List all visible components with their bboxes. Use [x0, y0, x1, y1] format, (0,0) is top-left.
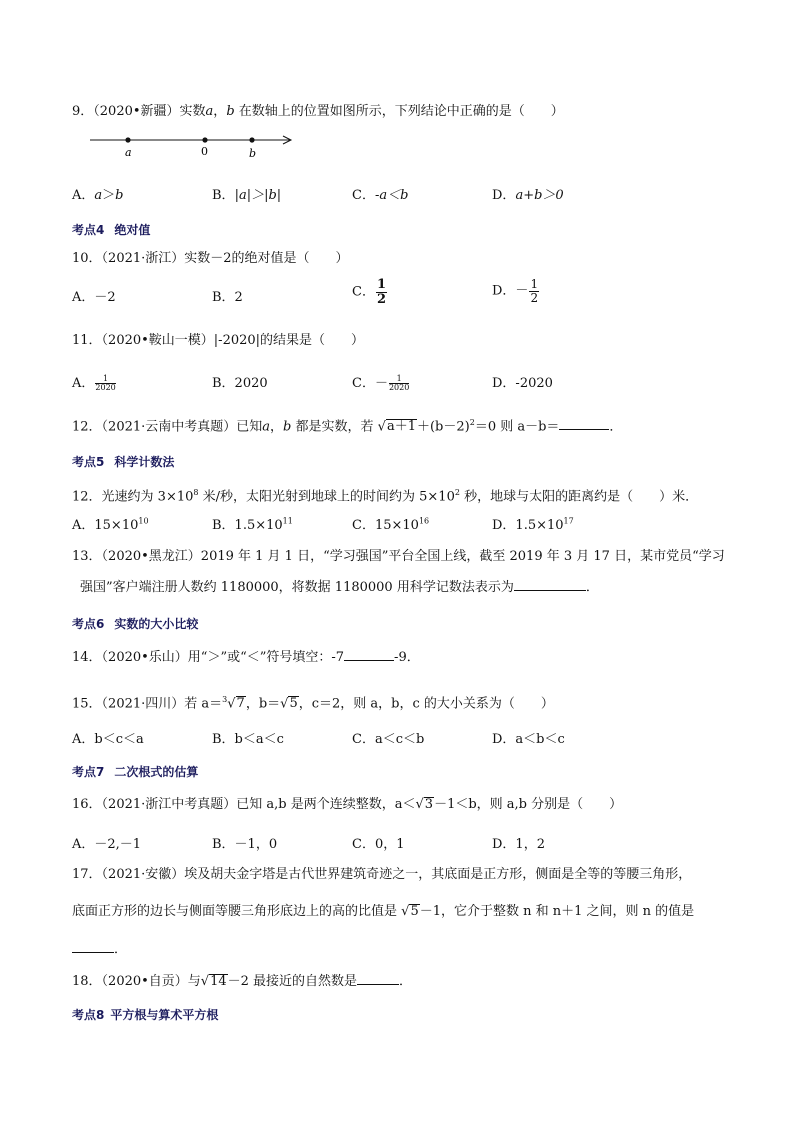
question-17-line3: ． [72, 940, 127, 959]
question-12b-stem: 12．光速约为 $3\times 10^8$ 米/秒，太阳光射到地球上的时间约为 $5\times 10^2$ 秒，地球与太阳的距离约是（ ）米． [72, 488, 699, 505]
option-d[interactable]: D．－ $\frac{1}{2}$ [492, 277, 539, 305]
question-13-line2: 强国”客户端注册人数约 1180000，将数据 1180000 用科学记数法表示为 ． [80, 580, 599, 595]
option-b[interactable]: B．b＜a＜c [212, 732, 284, 747]
label-zero: 0 [201, 145, 208, 158]
question-9-options [72, 184, 712, 204]
question-13-line1: 13．（2020•黑龙江）2019 年 1 月 1 日，“学习强国”平台全国上线，截至 2019 年 3 月 17 日，某市党员“学习 [72, 549, 725, 564]
option-c[interactable]: C．0，1 [352, 837, 405, 852]
option-c[interactable]: C．-a＜b [352, 188, 409, 203]
fraction: $\frac{1}{2}$ [376, 277, 386, 307]
option-c[interactable]: C．－ $\frac{1}{2020}$ [352, 373, 410, 392]
section-heading-7: 考点7 二次根式的估算 [72, 765, 199, 779]
point-zero [202, 137, 207, 142]
option-a[interactable]: A．a＞b [72, 188, 124, 203]
answer-blank[interactable] [72, 940, 114, 953]
fraction: $\frac{1}{2020}$ [388, 373, 410, 392]
question-11-options [72, 372, 712, 392]
question-17-line2: 底面正方形的边长与侧面等腰三角形底边上的高的比值是 √5－1，它介于整数 n 和 n＋1 之间，则 n 的值是 [72, 904, 695, 919]
option-c[interactable]: C． $\frac{1}{2}$ [352, 277, 386, 307]
option-c[interactable]: C．$15\times 10^{16}$ [352, 516, 430, 533]
answer-blank[interactable] [357, 972, 399, 985]
option-b[interactable]: B．$1.5\times 10^{11}$ [212, 516, 293, 533]
option-d[interactable]: D．a＜b＜c [492, 732, 565, 747]
answer-blank[interactable] [514, 578, 586, 591]
question-17-line1: 17．（2021·安徽）埃及胡夫金字塔是古代世界建筑奇迹之一，其底面是正方形，侧面是全等的等腰三角形， [72, 867, 692, 882]
radical-sign: √ [280, 696, 289, 712]
section-heading-5: 考点5 科学计数法 [72, 455, 175, 469]
option-d[interactable]: D．-2020 [492, 376, 553, 391]
question-12b-options [72, 514, 712, 534]
fraction: $\frac{1}{2020}$ [95, 373, 116, 392]
question-15-options [72, 728, 712, 748]
answer-blank[interactable] [559, 417, 609, 430]
option-a[interactable]: A．－2,－1 [72, 837, 142, 852]
question-9-stem: 9．（2020•新疆）实数a，b 在数轴上的位置如图所示，下列结论中正确的是（ ） [72, 104, 564, 119]
section-heading-4: 考点4 绝对值 [72, 223, 151, 237]
number-line [85, 128, 300, 160]
option-c[interactable]: C．a＜c＜b [352, 732, 425, 747]
label-b: b [249, 147, 257, 160]
radical-sign: √ [377, 419, 386, 435]
option-d[interactable]: D．$1.5\times 10^{17}$ [492, 516, 574, 533]
option-a[interactable]: A． $\frac{1}{2020}$ [72, 373, 116, 392]
option-d[interactable]: D．1，2 [492, 837, 545, 852]
option-b[interactable]: B．2 [212, 290, 243, 305]
option-a[interactable]: A．$15\times 10^{10}$ [72, 516, 149, 533]
fraction: $\frac{1}{2}$ [530, 277, 539, 305]
point-a [125, 137, 130, 142]
option-a[interactable]: A．－2 [72, 290, 116, 305]
option-a[interactable]: A．b＜c＜a [72, 732, 144, 747]
question-11-stem: 11．（2020•鞍山一模）|-2020|的结果是（ ） [72, 333, 365, 348]
option-b[interactable]: B．|a|＞|b| [212, 188, 282, 203]
radical-sign: √ [401, 904, 410, 919]
radical-sign: √ [415, 797, 424, 812]
question-15-stem: 15．（2021·四川）若 a＝$^3$√7，b＝√5，c＝2，则 a，b，c 的大小关系为（ ） [72, 695, 554, 712]
option-d[interactable]: D．a+b＞0 [492, 188, 564, 203]
radical-sign: √ [227, 696, 236, 712]
question-16-options [72, 833, 712, 853]
section-heading-8: 考点8 平方根与算术平方根 [72, 1008, 219, 1022]
question-12a-stem: 12．（2021·云南中考真题）已知a，b 都是实数，若 $√a+1+(b-2)^2=0$ 则 a－b＝ ． [72, 418, 623, 435]
radical-sign: √ [200, 974, 210, 989]
question-16-stem: 16．（2021·浙江中考真题）已知 a,b 是两个连续整数，a＜√3－1＜b，则 a,b 分别是（ ） [72, 797, 623, 812]
option-b[interactable]: B．2020 [212, 376, 268, 391]
label-a: a [125, 146, 132, 159]
question-10-options [72, 277, 712, 307]
question-18-stem: 18．（2020•自贡）与√14－2 最接近的自然数是 ． [72, 974, 413, 989]
question-14-stem: 14．（2020•乐山）用“＞”或“＜”符号填空：-7 -9． [72, 650, 420, 665]
answer-blank[interactable] [344, 648, 394, 661]
option-b[interactable]: B．－1，0 [212, 837, 278, 852]
question-10-stem: 10．（2021·浙江）实数－2的绝对值是（ ） [72, 251, 349, 266]
section-heading-6: 考点6 实数的大小比较 [72, 617, 199, 631]
point-b [249, 137, 254, 142]
